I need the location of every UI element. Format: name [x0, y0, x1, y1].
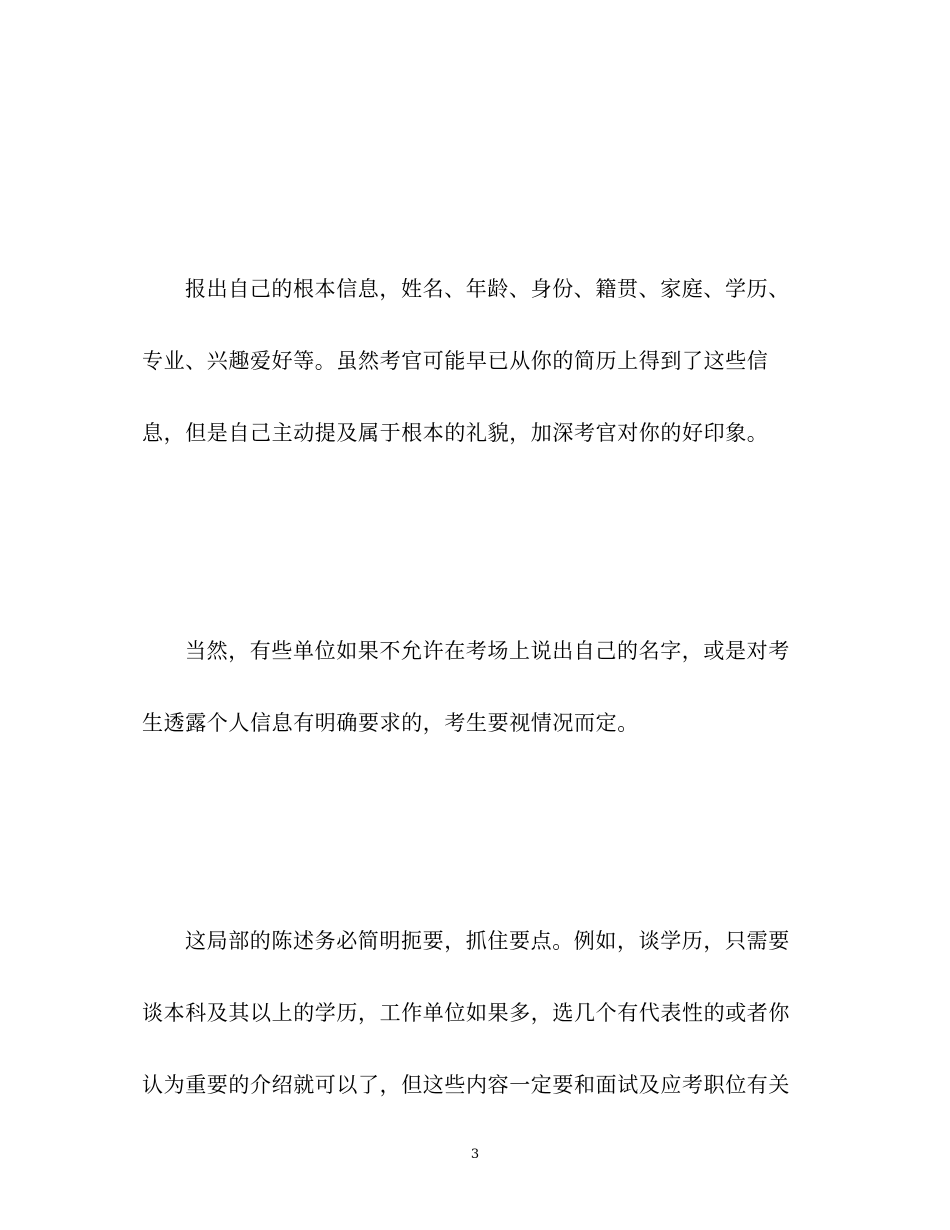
paragraph-line: 息，但是自己主动提及属于根本的礼貌，加深考官对你的好印象。 — [142, 421, 769, 445]
paragraph-line: 专业、兴趣爱好等。虽然考官可能早已从你的简历上得到了这些信 — [142, 349, 769, 373]
paragraph-line: 生透露个人信息有明确要求的，考生要视情况而定。 — [142, 711, 639, 735]
paragraph-line: 当然，有些单位如果不允许在考场上说出自己的名字，或是对考 — [185, 639, 790, 663]
paragraph-line: 谈本科及其以上的学历，工作单位如果多，选几个有代表性的或者你 — [142, 1001, 790, 1025]
paragraph-line: 认为重要的介绍就可以了，但这些内容一定要和面试及应考职位有关 — [142, 1073, 790, 1097]
paragraph-line: 报出自己的根本信息，姓名、年龄、身份、籍贯、家庭、学历、 — [185, 277, 790, 301]
paragraph-line: 这局部的陈述务必简明扼要，抓住要点。例如，谈学历，只需要 — [185, 929, 790, 953]
page-number: 3 — [470, 1147, 480, 1162]
